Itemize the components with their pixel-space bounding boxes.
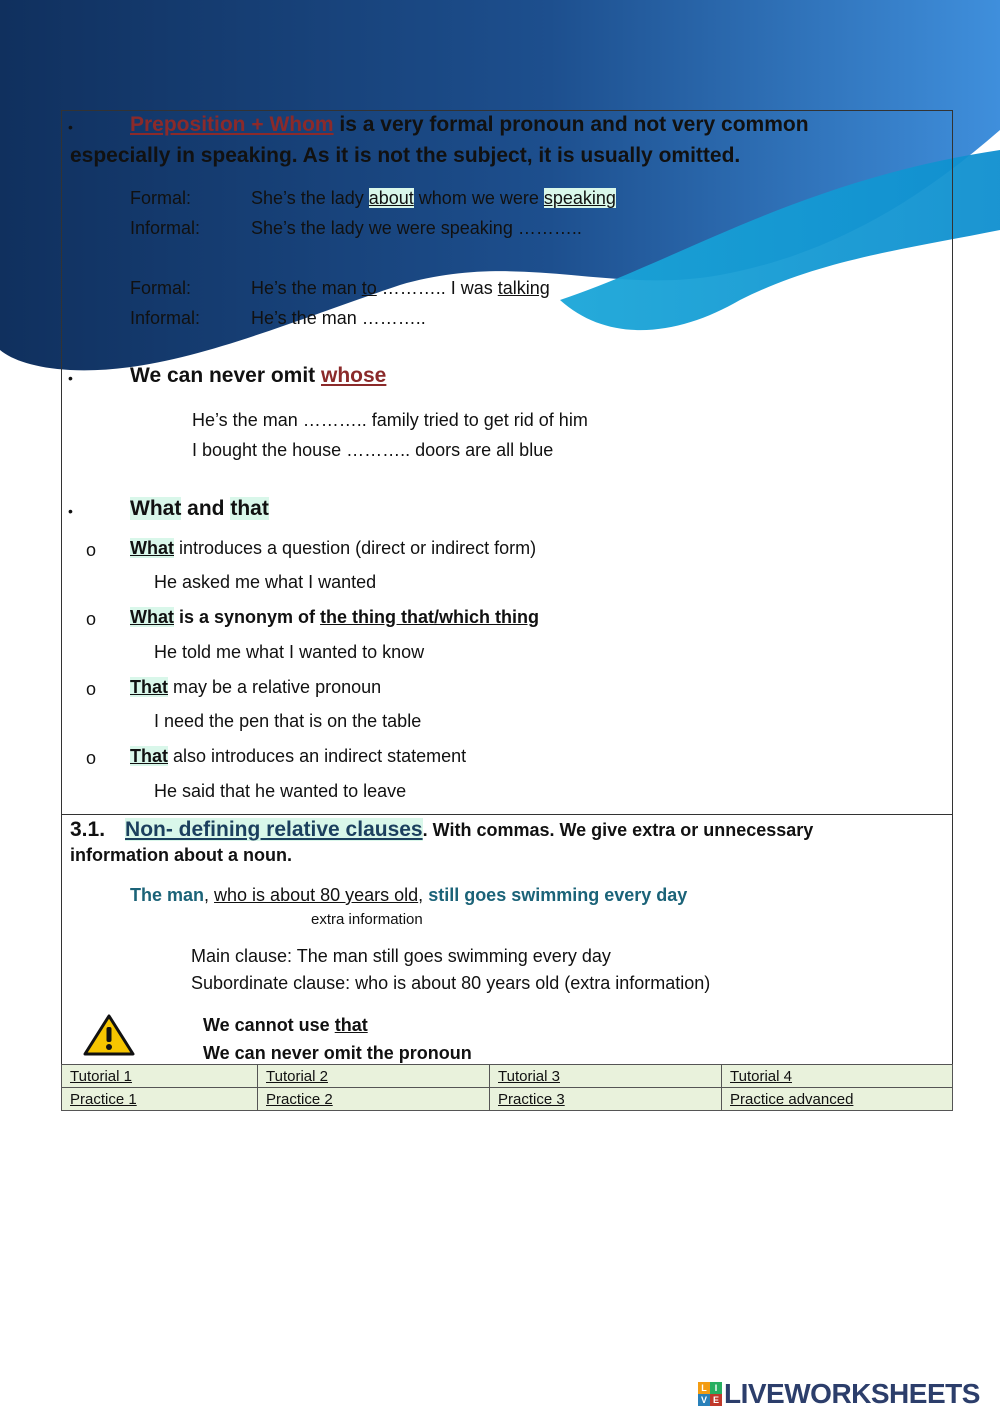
item-text: may be a relative pronoun	[168, 677, 382, 697]
item-4-example: He said that he wanted to leave	[154, 781, 407, 801]
bullet-dot: •	[68, 119, 73, 135]
bullet-dot: •	[68, 370, 73, 386]
sub-bullet-circle: o	[86, 679, 97, 699]
section-number: 3.1.	[70, 818, 106, 841]
sub-bullet-circle: o	[86, 748, 97, 768]
what-term: What	[130, 497, 182, 520]
link-tutorial-2[interactable]: Tutorial 2	[266, 1067, 328, 1085]
comma: ,	[204, 885, 215, 905]
extra-info-part: who is about 80 years old	[214, 885, 419, 905]
liveworksheets-wordmark: LIVEWORKSHEETS	[724, 1378, 980, 1409]
highlight-about: about	[368, 188, 414, 208]
extra-info-note: extra information	[311, 911, 423, 928]
whose-example-2: I bought the house ……….. doors are all blue	[192, 440, 554, 460]
sub-bullet-circle: o	[86, 609, 97, 629]
link-tutorial-3[interactable]: Tutorial 3	[498, 1067, 560, 1085]
link-practice-2[interactable]: Practice 2	[266, 1090, 333, 1108]
text: We cannot use	[203, 1015, 335, 1035]
section-a-box	[61, 110, 953, 815]
underline-to: to	[361, 278, 377, 298]
label-formal: Formal:	[130, 278, 192, 298]
table-cell	[490, 1088, 722, 1111]
item-key: What	[130, 607, 174, 627]
section-heading	[70, 818, 813, 842]
formal-example-2	[251, 278, 550, 299]
item-key: What	[130, 538, 174, 558]
main-clause: Main clause: The man still goes swimming every day	[191, 946, 611, 966]
table-cell	[258, 1088, 490, 1111]
subordinate-clause: Subordinate clause: who is about 80 years old (extra information)	[191, 973, 711, 993]
whose-example-1: He’s the man ……….. family tried to get rid of him	[192, 410, 588, 430]
bullet1-line2: especially in speaking. As it is not the subject, it is usually omitted.	[70, 144, 741, 167]
link-practice-1[interactable]: Practice 1	[70, 1090, 137, 1108]
formal-example-1	[251, 188, 616, 209]
liveworksheets-icon	[698, 1382, 722, 1406]
informal-example-1: She’s the lady we were speaking ………..	[251, 218, 582, 238]
comma: ,	[418, 885, 429, 905]
item-key: That	[130, 677, 168, 697]
table-row	[62, 1065, 953, 1088]
text: ……….. I was	[376, 278, 498, 298]
link-tutorial-1[interactable]: Tutorial 1	[70, 1067, 132, 1085]
logo-letter: L	[698, 1382, 710, 1394]
text: He’s the man	[251, 278, 362, 298]
link-tutorial-4[interactable]: Tutorial 4	[730, 1067, 792, 1085]
links-table	[61, 1064, 953, 1111]
logo-letter: V	[698, 1394, 710, 1406]
item-key: That	[130, 746, 168, 766]
table-row	[62, 1088, 953, 1111]
text: whom we were	[413, 188, 544, 208]
link-practice-3[interactable]: Practice 3	[498, 1090, 565, 1108]
item-2-example: He told me what I wanted to know	[154, 642, 425, 662]
whose-term: whose	[321, 364, 387, 387]
section-b-box	[61, 814, 953, 1064]
table-cell	[62, 1065, 258, 1088]
label-formal: Formal:	[130, 188, 192, 208]
table-cell	[490, 1065, 722, 1088]
table-cell	[722, 1088, 953, 1111]
liveworksheets-logo[interactable]	[698, 1378, 980, 1410]
sub-bullet-circle: o	[86, 540, 97, 560]
bullet2-heading	[130, 364, 386, 388]
item-3	[130, 677, 381, 698]
item-text-underlined: the thing that/which thing	[320, 607, 540, 627]
item-2	[130, 607, 539, 628]
item-text: introduces a question (direct or indirect form)	[174, 538, 537, 558]
main-clause-part: The man	[130, 885, 205, 905]
label-informal: Informal:	[130, 308, 201, 328]
bullet3-heading	[130, 497, 269, 521]
text: and	[181, 497, 231, 520]
table-cell	[722, 1065, 953, 1088]
text: We can never omit	[130, 364, 322, 387]
item-1-example: He asked me what I wanted	[154, 572, 377, 592]
section-subtitle: . With commas. We give extra or unnecessary	[422, 820, 814, 840]
section-subtitle-line2: information about a noun.	[70, 845, 292, 865]
item-text: also introduces an indirect statement	[168, 746, 467, 766]
item-1	[130, 538, 536, 559]
that-underlined: that	[334, 1015, 368, 1035]
preposition-whom-term: Preposition + Whom	[130, 113, 334, 136]
informal-example-2: He’s the man ………..	[251, 308, 426, 328]
warning-icon	[82, 1013, 136, 1057]
bullet1-text: is a very formal pronoun and not very common	[333, 113, 809, 136]
bullet1-line1	[130, 113, 809, 137]
bullet-dot: •	[68, 503, 73, 519]
item-4	[130, 746, 466, 767]
highlight-speaking: speaking	[543, 188, 616, 208]
underline-talking: talking	[497, 278, 550, 298]
logo-letter: E	[710, 1394, 722, 1406]
label-informal: Informal:	[130, 218, 201, 238]
link-practice-advanced[interactable]: Practice advanced	[730, 1090, 854, 1108]
logo-letter: I	[710, 1382, 722, 1394]
item-3-example: I need the pen that is on the table	[154, 711, 422, 731]
worksheet	[61, 110, 953, 1110]
text: She’s the lady	[251, 188, 369, 208]
main-clause-part: still goes swimming every day	[428, 885, 688, 905]
table-cell	[62, 1088, 258, 1111]
warning-line-1	[203, 1015, 368, 1036]
nd-example-sentence	[130, 885, 687, 906]
warning-line-2: We can never omit the pronoun	[203, 1043, 472, 1063]
table-cell	[258, 1065, 490, 1088]
item-text: is a synonym of	[174, 607, 321, 627]
section-title: Non- defining relative clauses	[125, 818, 423, 841]
that-term: that	[230, 497, 269, 520]
